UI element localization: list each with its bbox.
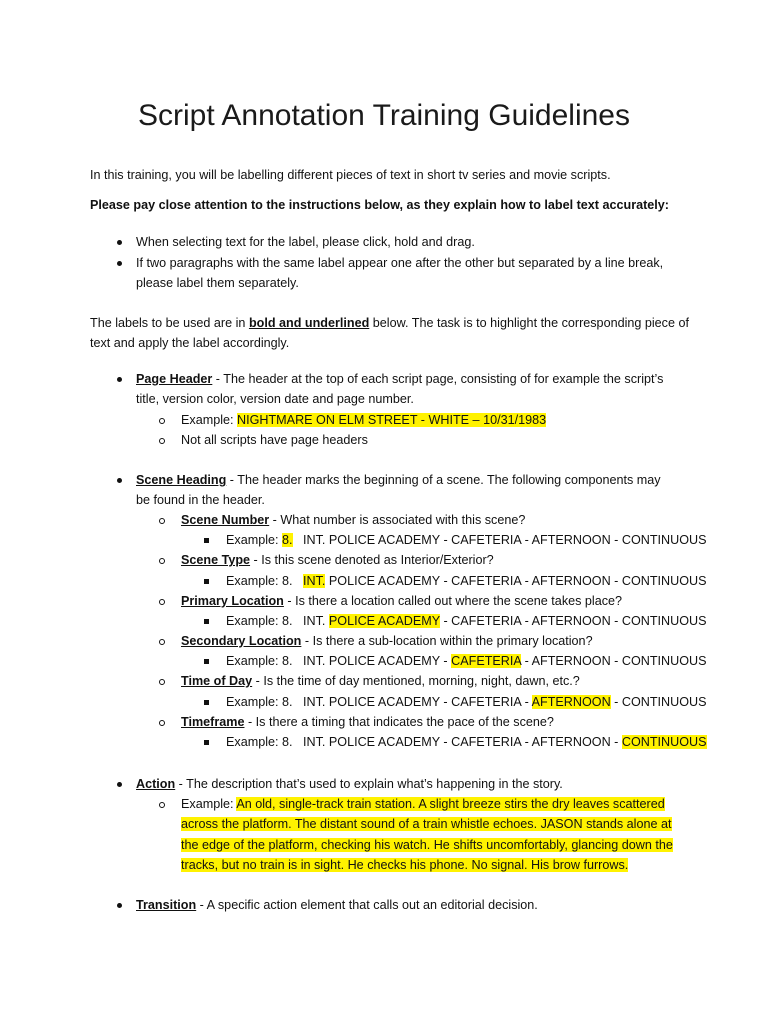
component-item [181, 510, 681, 530]
page-header-note: Not all scripts have page headers [181, 433, 368, 447]
circle-bullet-icon [159, 802, 165, 808]
bullet-icon [117, 903, 122, 908]
scene-heading-item [136, 470, 676, 511]
highlighted-example: INT. [303, 573, 326, 588]
component-example [226, 732, 707, 752]
component-label: Primary Location [181, 593, 284, 608]
component-label: Time of Day [181, 674, 253, 689]
bullet-icon [117, 261, 122, 266]
label-description: - A specific action element that calls out an editorial decision. [196, 898, 538, 912]
label-description: - The header marks the beginning of a scene. The following components may be found in the header. [136, 473, 661, 508]
example-prefix: Example: [181, 413, 237, 427]
component-example [226, 571, 707, 591]
example-suffix: - CAFETERIA - AFTERNOON - CONTINUOUS [439, 613, 707, 628]
circle-bullet-icon [159, 599, 165, 605]
bullet-item: When selecting text for the label, please click, hold and drag. [136, 235, 475, 249]
component-label: Scene Type [181, 553, 251, 568]
circle-bullet-icon [159, 518, 165, 524]
label-term: Transition [136, 898, 197, 912]
page-header-example [181, 410, 681, 430]
label-term: Scene Heading [136, 473, 227, 487]
bullet-icon [117, 478, 122, 483]
square-bullet-icon [204, 700, 209, 705]
bullet-icon [117, 377, 122, 382]
transition-item [136, 895, 676, 915]
example-prefix: Example: 8. [226, 573, 303, 588]
component-description: - Is there a sub-location within the primary location? [301, 633, 593, 648]
page-title: Script Annotation Training Guidelines [138, 99, 630, 132]
component-label: Scene Number [181, 513, 270, 527]
example-suffix: - CONTINUOUS [610, 694, 707, 709]
highlighted-example: NIGHTMARE ON ELM STREET - WHITE – 10/31/1983 [237, 413, 547, 427]
example-prefix: Example: 8. INT. [226, 613, 329, 628]
square-bullet-icon [204, 579, 209, 584]
bullet-icon [117, 240, 122, 245]
component-description: - Is this scene denoted as Interior/Exterior? [250, 553, 494, 568]
component-example [226, 651, 707, 671]
circle-bullet-icon [159, 558, 165, 564]
example-suffix: - AFTERNOON - CONTINUOUS [521, 654, 707, 669]
square-bullet-icon [204, 659, 209, 664]
component-label: Timeframe [181, 714, 245, 729]
component-item [181, 671, 681, 691]
component-description: - Is there a timing that indicates the pace of the scene? [244, 714, 554, 729]
labels-intro-emphasis: bold and underlined [248, 316, 370, 330]
square-bullet-icon [204, 538, 209, 543]
highlighted-example: CAFETERIA [451, 654, 522, 669]
circle-bullet-icon [159, 438, 165, 444]
label-term: Page Header [136, 372, 213, 386]
labels-intro-text: below. The task is to highlight the corresponding piece of text and apply the label accordingly. [90, 316, 689, 351]
bullet-icon [117, 782, 122, 787]
component-item [181, 550, 681, 570]
component-example [226, 611, 707, 631]
highlighted-example: An old, single-track train station. A slight breeze stirs the dry leaves scattered across the platform. The distant sound of a train whistle echoes. JASON stands alone at the edge of the platform, checking his watch. He shifts uncomfortably, glancing down the tracks, but no train is in sight. He checks his phone. No signal. His brow furrows. [181, 797, 673, 872]
label-description: - The description that’s used to explain what’s happening in the story. [175, 777, 563, 791]
component-description: - What number is associated with this scene? [269, 513, 526, 527]
highlighted-example: CONTINUOUS [621, 734, 707, 749]
square-bullet-icon [204, 619, 209, 624]
square-bullet-icon [204, 740, 209, 745]
component-item [181, 631, 681, 651]
circle-bullet-icon [159, 418, 165, 424]
labels-intro-paragraph [90, 313, 690, 354]
circle-bullet-icon [159, 639, 165, 645]
action-example [181, 794, 673, 875]
page-header-item [136, 369, 676, 410]
component-item [181, 591, 681, 611]
example-prefix: Example: 8. INT. POLICE ACADEMY - CAFETERIA - AFTERNOON - [226, 734, 622, 749]
labels-intro-text: The labels to be used are in [90, 316, 249, 330]
component-description: - Is there a location called out where the scene takes place? [283, 593, 623, 608]
component-label: Secondary Location [181, 633, 302, 648]
component-example [226, 530, 707, 550]
intro-paragraph: In this training, you will be labelling different pieces of text in short tv series and movie scripts. [90, 168, 611, 182]
example-prefix: Example: 8. INT. POLICE ACADEMY - [226, 654, 452, 669]
example-suffix: POLICE ACADEMY - CAFETERIA - AFTERNOON - CONTINUOUS [325, 573, 707, 588]
component-item [181, 712, 681, 732]
circle-bullet-icon [159, 679, 165, 685]
example-prefix: Example: 8. INT. POLICE ACADEMY - CAFETERIA - [226, 694, 532, 709]
example-prefix: Example: [226, 533, 282, 548]
example-prefix: Example: [181, 797, 237, 811]
highlighted-example: 8. [282, 533, 293, 548]
label-description: - The header at the top of each script page, consisting of for example the script’s title, version color, version date and page number. [136, 372, 664, 407]
label-term: Action [136, 777, 176, 791]
highlighted-example: AFTERNOON [531, 694, 611, 709]
circle-bullet-icon [159, 720, 165, 726]
action-item [136, 774, 676, 794]
highlighted-example: POLICE ACADEMY [328, 613, 440, 628]
attention-paragraph: Please pay close attention to the instructions below, as they explain how to label text accurately: [90, 198, 669, 212]
example-suffix: INT. POLICE ACADEMY - CAFETERIA - AFTERNOON - CONTINUOUS [292, 533, 707, 548]
component-description: - Is the time of day mentioned, morning, night, dawn, etc.? [252, 674, 580, 689]
component-example [226, 692, 707, 712]
bullet-item: If two paragraphs with the same label appear one after the other but separated by a line break, please label them separately. [136, 256, 664, 291]
